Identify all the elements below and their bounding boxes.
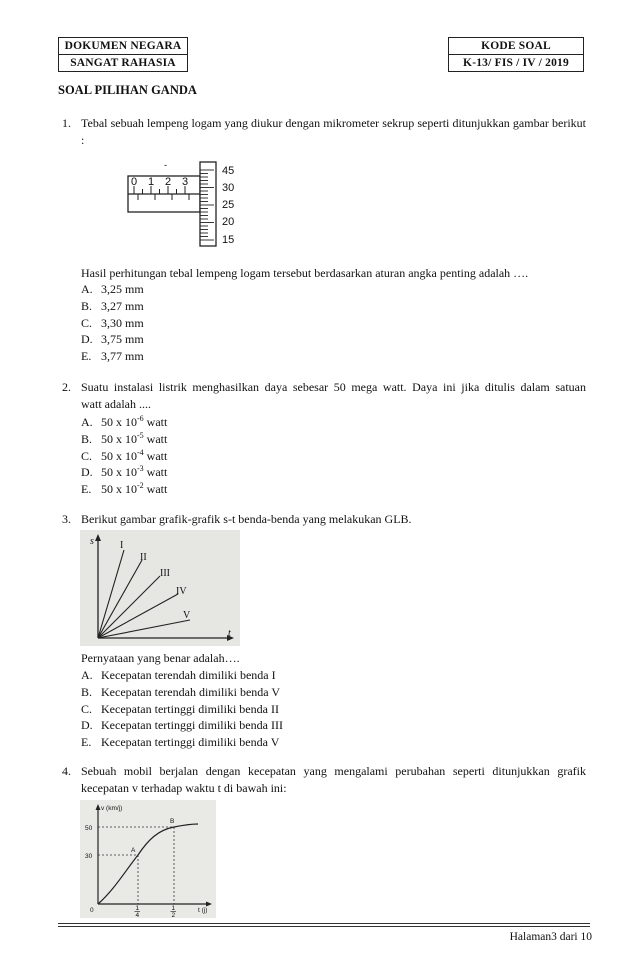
- point-label: A: [131, 847, 136, 854]
- header-right-box: [448, 37, 584, 72]
- line-label: IV: [176, 586, 187, 597]
- option-letter: C.: [81, 448, 93, 463]
- option-text: Kecepatan tertinggi dimiliki benda III: [101, 718, 283, 733]
- question-text: Sebuah mobil berjalan dengan kecepatan yang mengalami perubahan seperti ditunjukkan grafik kecepatan v terhadap waktu t di bawah ini:: [81, 764, 586, 795]
- x-tick-denominator: 4: [135, 912, 140, 918]
- option-exponent: -5: [137, 430, 144, 440]
- micrometer-figure: [118, 158, 258, 250]
- option[interactable]: [81, 734, 283, 751]
- option[interactable]: [81, 348, 144, 365]
- option[interactable]: [81, 701, 283, 718]
- question-number: 1.: [62, 116, 71, 130]
- header-secrecy: SANGAT RAHASIA: [59, 54, 187, 71]
- line-label: II: [140, 552, 147, 563]
- question-text: [81, 379, 586, 413]
- vt-graph-figure: [80, 800, 216, 918]
- line-label: V: [183, 610, 191, 621]
- question-text: Berikut gambar grafik-grafik s-t benda-benda yang melakukan GLB.: [81, 512, 412, 526]
- y-tick: 50: [85, 825, 93, 832]
- main-scale-label: 1: [147, 176, 155, 188]
- option-letter: D.: [81, 332, 93, 347]
- footer-rule: [58, 923, 590, 924]
- option-base: 50 x 10: [101, 482, 137, 497]
- question-text: Tebal sebuah lempeng logam yang diukur dengan mikrometer sekrup seperti ditunjukkan gambar berikut :: [81, 116, 586, 147]
- option-unit: watt: [143, 431, 168, 446]
- option-letter: D.: [81, 465, 93, 480]
- option[interactable]: [81, 281, 144, 298]
- option-text: Kecepatan tertinggi dimiliki benda II: [101, 701, 279, 716]
- thimble-label: 20: [222, 216, 235, 228]
- thimble-label: 15: [222, 234, 235, 246]
- header-left-box: [58, 37, 188, 72]
- option-unit: watt: [143, 415, 168, 429]
- footer-rule: [58, 926, 590, 927]
- question-1-options: [81, 281, 144, 365]
- option-text: 3,27 mm: [101, 298, 144, 313]
- option[interactable]: [81, 298, 144, 315]
- line-label: I: [120, 540, 124, 551]
- question-3: [58, 511, 586, 528]
- option-base: 50 x 10: [101, 448, 137, 463]
- st-graph-figure: [80, 530, 240, 646]
- thimble-label: 45: [222, 165, 235, 177]
- page-number: Halaman3 dari 10: [509, 931, 592, 943]
- option-unit: watt: [143, 465, 168, 480]
- thimble-label: 30: [222, 182, 235, 194]
- option-unit: watt: [143, 482, 168, 497]
- question-text-line: watt adalah ....: [81, 397, 151, 411]
- main-scale-label: 3: [181, 176, 189, 188]
- x-tick-numerator: 1: [135, 905, 140, 912]
- option-letter: A.: [81, 668, 93, 682]
- option-exponent: -3: [137, 464, 144, 474]
- option-letter: E.: [81, 735, 92, 750]
- question-1: [58, 115, 586, 149]
- option-letter: B.: [81, 684, 93, 699]
- option-exponent: -6: [137, 414, 144, 423]
- option-text: Kecepatan terendah dimiliki benda V: [101, 684, 281, 699]
- y-tick: 0: [90, 907, 94, 914]
- question-number: 2.: [62, 380, 71, 394]
- x-axis-label: t: [228, 628, 231, 639]
- header-code-label: KODE SOAL: [481, 40, 551, 52]
- prompt-text: Pernyataan yang benar adalah….: [81, 651, 240, 665]
- question-text-line: Suatu instalasi listrik menghasilkan daya sebesar 50 mega watt. Daya ini jika ditulis dalam satuan: [81, 380, 586, 394]
- option-text: 3,75 mm: [101, 332, 144, 347]
- y-axis-label: v (km/j): [101, 805, 123, 812]
- thimble-label: 25: [222, 199, 235, 211]
- question-3-prompt: [58, 650, 586, 667]
- question-number: 3.: [62, 512, 71, 526]
- option-letter: C.: [81, 701, 93, 716]
- main-scale-label: 0: [130, 176, 138, 188]
- svg-text:-: -: [164, 160, 167, 170]
- option-letter: D.: [81, 718, 93, 733]
- option-letter: B.: [81, 298, 93, 313]
- option-letter: E.: [81, 349, 92, 364]
- option-letter: C.: [81, 315, 93, 330]
- option-exponent: -2: [137, 481, 144, 491]
- option[interactable]: [81, 667, 283, 684]
- option[interactable]: [81, 315, 144, 332]
- option[interactable]: [81, 717, 283, 734]
- y-axis-label: s: [90, 536, 94, 547]
- question-2: [58, 379, 586, 413]
- option-letter: E.: [81, 482, 92, 497]
- option[interactable]: [81, 431, 167, 448]
- option[interactable]: [81, 684, 283, 701]
- x-tick-denominator: 2: [171, 912, 176, 918]
- option-letter: A.: [81, 282, 93, 296]
- question-3-options: [81, 667, 283, 751]
- point-label: B: [170, 818, 175, 825]
- header-classification: DOKUMEN NEGARA: [64, 40, 182, 52]
- line-label: III: [160, 568, 170, 579]
- option-base: 50 x 10: [101, 431, 137, 446]
- question-4: [58, 763, 586, 797]
- header-code-value: K-13/ FIS / IV / 2019: [449, 54, 583, 71]
- question-number: 4.: [62, 764, 71, 778]
- option[interactable]: [81, 414, 167, 431]
- main-scale-label: 2: [164, 176, 172, 188]
- option-base: 50 x 10: [101, 415, 137, 429]
- option-letter: B.: [81, 431, 93, 446]
- option[interactable]: [81, 331, 144, 348]
- question-1-prompt: [58, 265, 586, 282]
- option-text: 3,30 mm: [101, 315, 144, 330]
- option[interactable]: [81, 464, 167, 481]
- question-2-options: [81, 414, 167, 498]
- x-tick-numerator: 1: [171, 905, 176, 912]
- prompt-text: Hasil perhitungan tebal lempeng logam tersebut berdasarkan aturan angka penting adalah ….: [81, 266, 529, 280]
- option-base: 50 x 10: [101, 465, 137, 480]
- section-title: SOAL PILIHAN GANDA: [58, 83, 197, 97]
- option-letter: A.: [81, 415, 93, 429]
- x-axis-label: t (j): [198, 907, 208, 914]
- option-text: 3,77 mm: [101, 349, 144, 364]
- option-text: Kecepatan tertinggi dimiliki benda V: [101, 735, 280, 750]
- option[interactable]: [81, 448, 167, 465]
- option-unit: watt: [143, 448, 168, 463]
- option-text: Kecepatan terendah dimiliki benda I: [101, 668, 276, 682]
- option-text: 3,25 mm: [101, 282, 144, 296]
- option-exponent: -4: [137, 447, 144, 457]
- option[interactable]: [81, 481, 167, 498]
- y-tick: 30: [85, 853, 93, 860]
